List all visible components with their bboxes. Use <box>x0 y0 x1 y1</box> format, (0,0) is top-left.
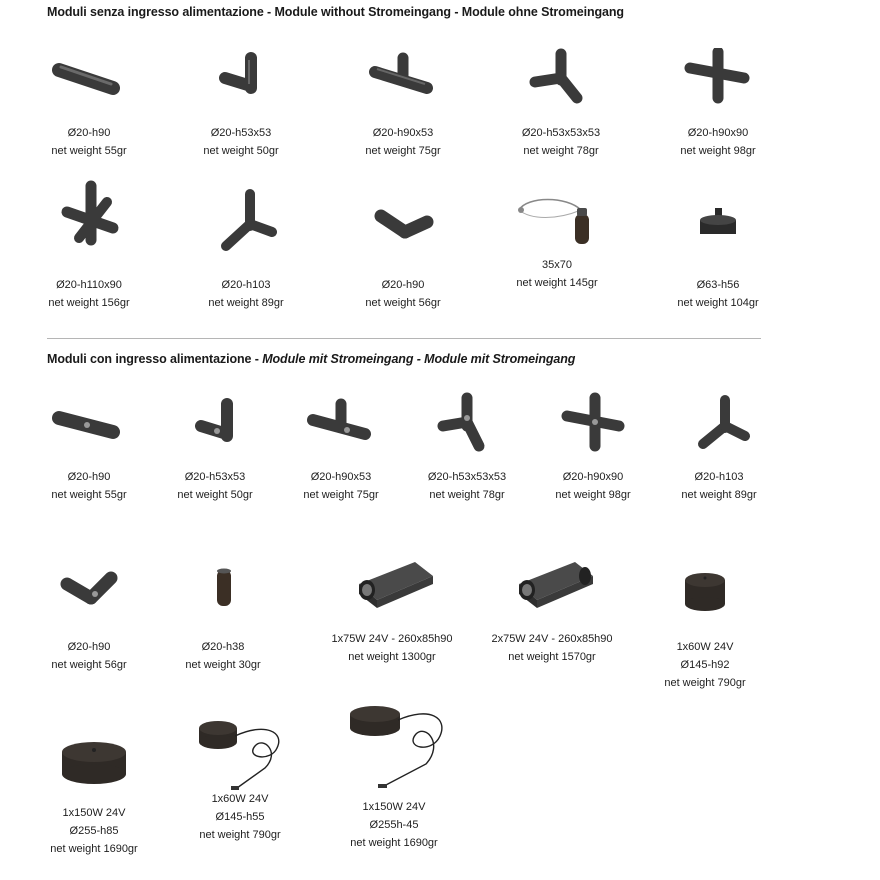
module-weight: net weight 156gr <box>48 297 130 309</box>
module-dimension: Ø145-h55 <box>215 811 265 823</box>
module-card[interactable] <box>402 392 532 504</box>
module-dimension: Ø20-h90 <box>381 279 425 291</box>
three-way-joint-inlet-icon <box>427 392 507 462</box>
module-weight: net weight 1690gr <box>350 837 438 849</box>
module-weight: net weight 790gr <box>664 677 746 689</box>
elbow-joint-icon <box>363 180 443 270</box>
module-card[interactable] <box>24 558 154 674</box>
straight-tube-inlet-icon <box>49 392 129 462</box>
cross-joint-inlet-icon <box>553 392 633 462</box>
module-weight: net weight 56gr <box>51 659 127 671</box>
module-card[interactable] <box>317 550 467 666</box>
module-weight: net weight 50gr <box>203 145 279 157</box>
module-card[interactable] <box>158 558 288 674</box>
canopy-255-cable-icon <box>334 690 454 800</box>
module-card[interactable] <box>29 718 159 858</box>
module-dimension: Ø255h-45 <box>369 819 419 831</box>
module-dimension: 2x75W 24V - 260x85h90 <box>491 633 613 645</box>
module-dimension: Ø20-h53x53 <box>184 471 246 483</box>
module-dimension: Ø20-h110x90 <box>56 279 122 291</box>
module-weight: net weight 56gr <box>365 297 441 309</box>
module-weight: net weight 104gr <box>677 297 759 309</box>
power-box-1x-icon <box>337 550 447 628</box>
module-card[interactable] <box>477 550 627 666</box>
module-card[interactable] <box>181 180 311 312</box>
short-tube-icon <box>183 558 263 628</box>
module-weight: net weight 30gr <box>185 659 261 671</box>
module-dimension: 1x75W 24V - 260x85h90 <box>331 633 453 645</box>
module-card[interactable] <box>654 392 784 504</box>
module-dimension: Ø20-h53x53x53 <box>427 471 507 483</box>
module-card[interactable] <box>150 392 280 504</box>
module-card[interactable] <box>653 48 783 160</box>
module-dimension: Ø20-h90 <box>67 471 111 483</box>
module-card[interactable] <box>528 392 658 504</box>
canopy-145-icon <box>665 558 745 628</box>
l-joint-inlet-icon <box>175 392 255 462</box>
module-weight: net weight 1300gr <box>348 651 436 663</box>
module-weight: net weight 89gr <box>208 297 284 309</box>
t-joint-inlet-icon <box>301 392 381 462</box>
power-box-2x-icon <box>497 550 607 628</box>
canopy-255-icon <box>54 718 134 800</box>
module-power: 1x60W 24V <box>211 793 269 805</box>
module-weight: net weight 790gr <box>199 829 281 841</box>
module-card[interactable] <box>496 48 626 160</box>
module-card[interactable] <box>176 48 306 160</box>
module-dimension: Ø20-h53x53x53 <box>521 127 601 139</box>
module-card[interactable] <box>492 180 622 292</box>
section-title-part-b: Module mit Stromeingang - Module mit Stromeingang <box>262 352 576 366</box>
module-power: 1x150W 24V <box>62 807 126 819</box>
module-weight: net weight 78gr <box>429 489 505 501</box>
module-card[interactable] <box>338 48 468 160</box>
module-weight: net weight 78gr <box>523 145 599 157</box>
module-weight: net weight 98gr <box>680 145 756 157</box>
module-weight: net weight 55gr <box>51 489 127 501</box>
canopy-145-cable-icon <box>185 702 295 798</box>
y-joint-inlet-icon <box>679 392 759 462</box>
section-title-part-a: Moduli con ingresso alimentazione - <box>47 352 263 366</box>
module-dimension: Ø20-h90x90 <box>562 471 624 483</box>
module-dimension: Ø20-h103 <box>694 471 744 483</box>
module-weight: net weight 89gr <box>681 489 757 501</box>
module-card[interactable] <box>276 392 406 504</box>
t-joint-icon <box>363 48 443 118</box>
cross-joint-icon <box>678 48 758 118</box>
module-weight: net weight 98gr <box>555 489 631 501</box>
module-dimension: Ø20-h90x53 <box>372 127 434 139</box>
module-dimension: Ø255-h85 <box>69 825 119 837</box>
module-card[interactable] <box>653 180 783 312</box>
module-weight: net weight 55gr <box>51 145 127 157</box>
module-dimension: Ø145-h92 <box>680 659 730 671</box>
small-canopy-icon <box>678 180 758 270</box>
module-card[interactable] <box>175 702 305 844</box>
module-dimension: Ø20-h90 <box>67 641 111 653</box>
elbow-joint-inlet-icon <box>49 558 129 628</box>
module-weight: net weight 75gr <box>303 489 379 501</box>
module-dimension: Ø63-h56 <box>696 279 740 291</box>
l-joint-icon <box>201 48 281 118</box>
module-card[interactable] <box>24 180 154 312</box>
module-dimension: Ø20-h38 <box>201 641 245 653</box>
module-weight: net weight 145gr <box>516 277 598 289</box>
module-dimension: Ø20-h103 <box>221 279 271 291</box>
module-card[interactable] <box>338 180 468 312</box>
module-weight: net weight 1570gr <box>508 651 596 663</box>
module-card[interactable] <box>640 558 770 692</box>
module-card[interactable] <box>24 48 154 160</box>
module-dimension: Ø20-h90x53 <box>310 471 372 483</box>
module-weight: net weight 75gr <box>365 145 441 157</box>
section-title-with-inlet <box>47 352 575 366</box>
five-way-joint-icon <box>49 180 129 270</box>
module-dimension: Ø20-h90x90 <box>687 127 749 139</box>
module-weight: net weight 50gr <box>177 489 253 501</box>
module-weight: net weight 1690gr <box>50 843 138 855</box>
module-dimension: Ø20-h90 <box>67 127 111 139</box>
three-way-joint-icon <box>521 48 601 118</box>
module-power: 1x150W 24V <box>362 801 426 813</box>
module-power: 1x60W 24V <box>676 641 734 653</box>
section-divider <box>47 338 761 339</box>
module-card[interactable] <box>319 690 469 852</box>
module-dimension: Ø20-h53x53 <box>210 127 272 139</box>
section-title-without-inlet: Moduli senza ingresso alimentazione - Module without Stromeingang - Module ohne Stromeingang <box>47 5 624 19</box>
y-joint-icon <box>206 180 286 270</box>
module-dimension: 35x70 <box>542 259 572 271</box>
straight-tube-icon <box>49 48 129 118</box>
module-card[interactable] <box>24 392 154 504</box>
